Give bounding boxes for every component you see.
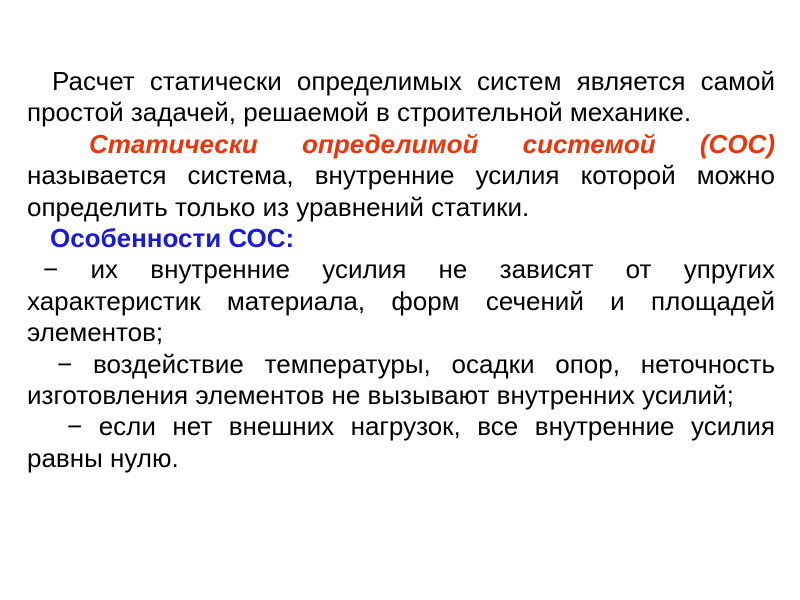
line-definition-2: называется система, внутренние усилия которой можно (27, 160, 775, 191)
heading-features: Особенности СОС: (50, 222, 295, 253)
text-block (27, 66, 775, 474)
line-feature3-1: − если нет внешних нагрузок, все внутренние усилия (67, 411, 775, 442)
line-feature1-3: элементов; (27, 317, 164, 348)
line-intro-1: Расчет статически определимых систем является самой (52, 66, 775, 96)
line-feature1-1: − их внутренние усилия не зависят от упругих (43, 254, 775, 285)
line-intro-2: простой задачей, решаемой в строительной механике. (27, 97, 692, 128)
line-feature3-2: равны нулю. (27, 442, 179, 473)
line-definition-3: определить только из уравнений статики. (27, 191, 530, 222)
line-feature1-2: характеристик материала, форм сечений и площадей (27, 285, 775, 316)
line-definition-term: Статически определимой системой (СОС) (89, 128, 775, 159)
line-feature2-1: − воздействие температуры, осадки опор, неточность (57, 348, 775, 379)
line-feature2-2: изготовления элементов не вызывают внутренних усилий; (27, 379, 734, 410)
